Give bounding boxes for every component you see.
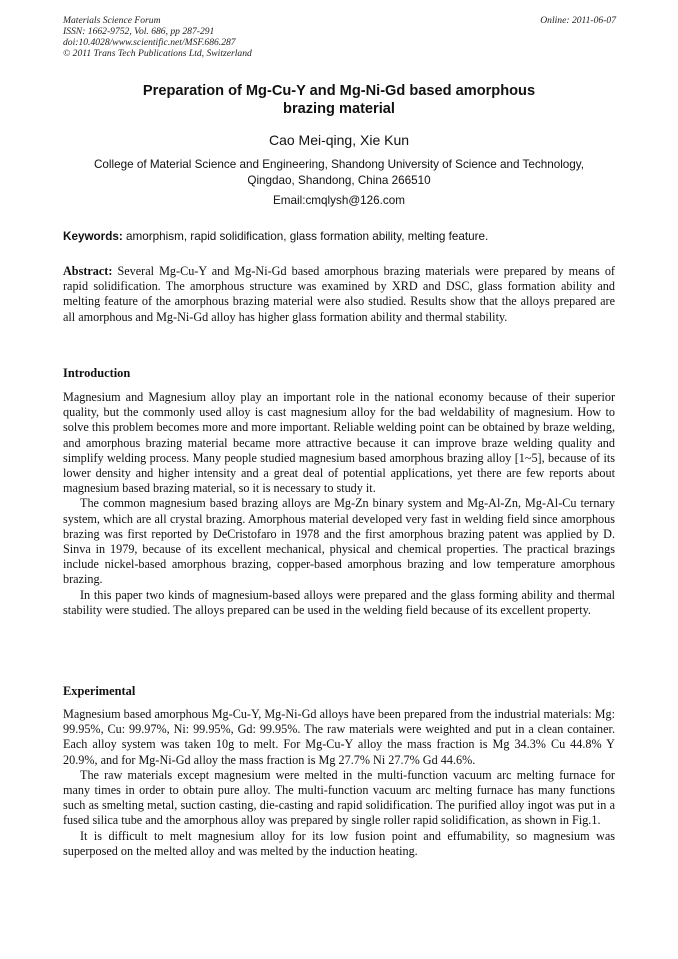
introduction-paragraph-1: Magnesium and Magnesium alloy play an important role in the national economy because of their superior quality, but the commonly used alloy is cast magnesium alloy for the bad weldability of magnesium. How to solve this problem becomes more and more important. Reliable welding point can be obtained by braze welding, and amorphous brazing material became more attractive because it can improve braze welding quality and simplify welding process. Many people studied magnesium based amorphous brazing alloy [1~5], because of its lower density and higher intensity and a great deal of potential applications, yet there are few reports about magnesium based brazing material, so it is necessary to study it.: [63, 390, 615, 496]
journal-issn: ISSN: 1662-9752, Vol. 686, pp 287-291: [63, 26, 215, 37]
keywords: [63, 229, 623, 244]
paper-title: [63, 82, 615, 118]
keywords-label: Keywords:: [63, 230, 123, 243]
experimental-paragraph-1: Magnesium based amorphous Mg-Cu-Y, Mg-Ni-Gd alloys have been prepared from the industrial materials: Mg: 99.95%, Cu: 99.97%, Ni: 99.95%, Gd: 99.95%. The raw materials were weighted and put in a clean container. Each alloy system was taken 10g to melt. For Mg-Cu-Y alloy the mass fraction is Mg 34.3% Cu 44.8% Y 20.9%, and for Mg-Ni-Gd alloy the mass fraction is Mg 27.7% Ni 27.7% Gd 44.6%.: [63, 707, 615, 767]
introduction-section: [63, 390, 615, 618]
author-email: Email:cmqlysh@126.com: [272, 194, 406, 207]
paper-authors: Cao Mei-qing, Xie Kun: [268, 132, 410, 148]
paper-title-line-2: brazing material: [283, 101, 395, 117]
abstract-label: Abstract:: [63, 264, 113, 278]
affiliation-line-1: College of Material Science and Engineering, Shandong University of Science and Technology,: [93, 158, 585, 171]
online-date: Online: 2011-06-07: [540, 15, 616, 26]
experimental-section: [63, 707, 615, 859]
experimental-heading: Experimental: [63, 684, 136, 698]
abstract-text: Several Mg-Cu-Y and Mg-Ni-Gd based amorphous brazing materials were prepared by means of rapid solidification. The amorphous structure was examined by XRD and DSC, glass formation ability and melting feature of the amorphous brazing material were also studied. Results show that the alloys prepared are all amorphous and Mg-Ni-Gd alloy has higher glass formation ability and thermal stability.: [63, 264, 615, 324]
journal-copyright: © 2011 Trans Tech Publications Ltd, Switzerland: [63, 48, 252, 59]
keywords-text: amorphism, rapid solidification, glass formation ability, melting feature.: [122, 230, 489, 243]
abstract: [63, 264, 615, 325]
affiliation-line-2: Qingdao, Shandong, China 266510: [247, 174, 431, 187]
introduction-paragraph-2: The common magnesium based brazing alloys are Mg-Zn binary system and Mg-Al-Zn, Mg-Al-Cu ternary system, which are all crystal brazing. Amorphous material developed very fast in welding field since amorphous brazing was first reported by DeCristofaro in 1978 and the first amorphous brazing patent was applied by D. Sinva in 1979, because of its excellent mechanical, physical and chemical properties. The practical brazings include nickel-based amorphous brazing, copper-based amorphous brazing and low temperature amorphous brazing.: [63, 496, 615, 587]
journal-doi: doi:10.4028/www.scientific.net/MSF.686.287: [63, 37, 236, 48]
author-affiliation: [63, 157, 615, 189]
introduction-paragraph-3: In this paper two kinds of magnesium-based alloys were prepared and the glass forming ability and thermal stability were studied. The alloys prepared can be used in the welding field because of its excellent property.: [63, 587, 615, 617]
experimental-paragraph-2: The raw materials except magnesium were melted in the multi-function vacuum arc melting furnace for many times in order to obtain pure alloy. The multi-function vacuum arc melting furnace has many functions such as smelting metal, suction casting, die-casting and rapid solidification. The purified alloy ingot was put in a fused silica tube and the amorphous alloy was prepared by single roller rapid solidification, as shown in Fig.1.: [63, 767, 615, 828]
journal-header: [63, 15, 252, 59]
paper-title-line-1: Preparation of Mg-Cu-Y and Mg-Ni-Gd based amorphous: [142, 83, 536, 99]
journal-name: Materials Science Forum: [63, 15, 161, 26]
experimental-paragraph-3: It is difficult to melt magnesium alloy for its low fusion point and effumability, so magnesium was superposed on the melted alloy and was melted by the induction heating.: [63, 828, 615, 858]
introduction-heading: Introduction: [63, 366, 131, 380]
